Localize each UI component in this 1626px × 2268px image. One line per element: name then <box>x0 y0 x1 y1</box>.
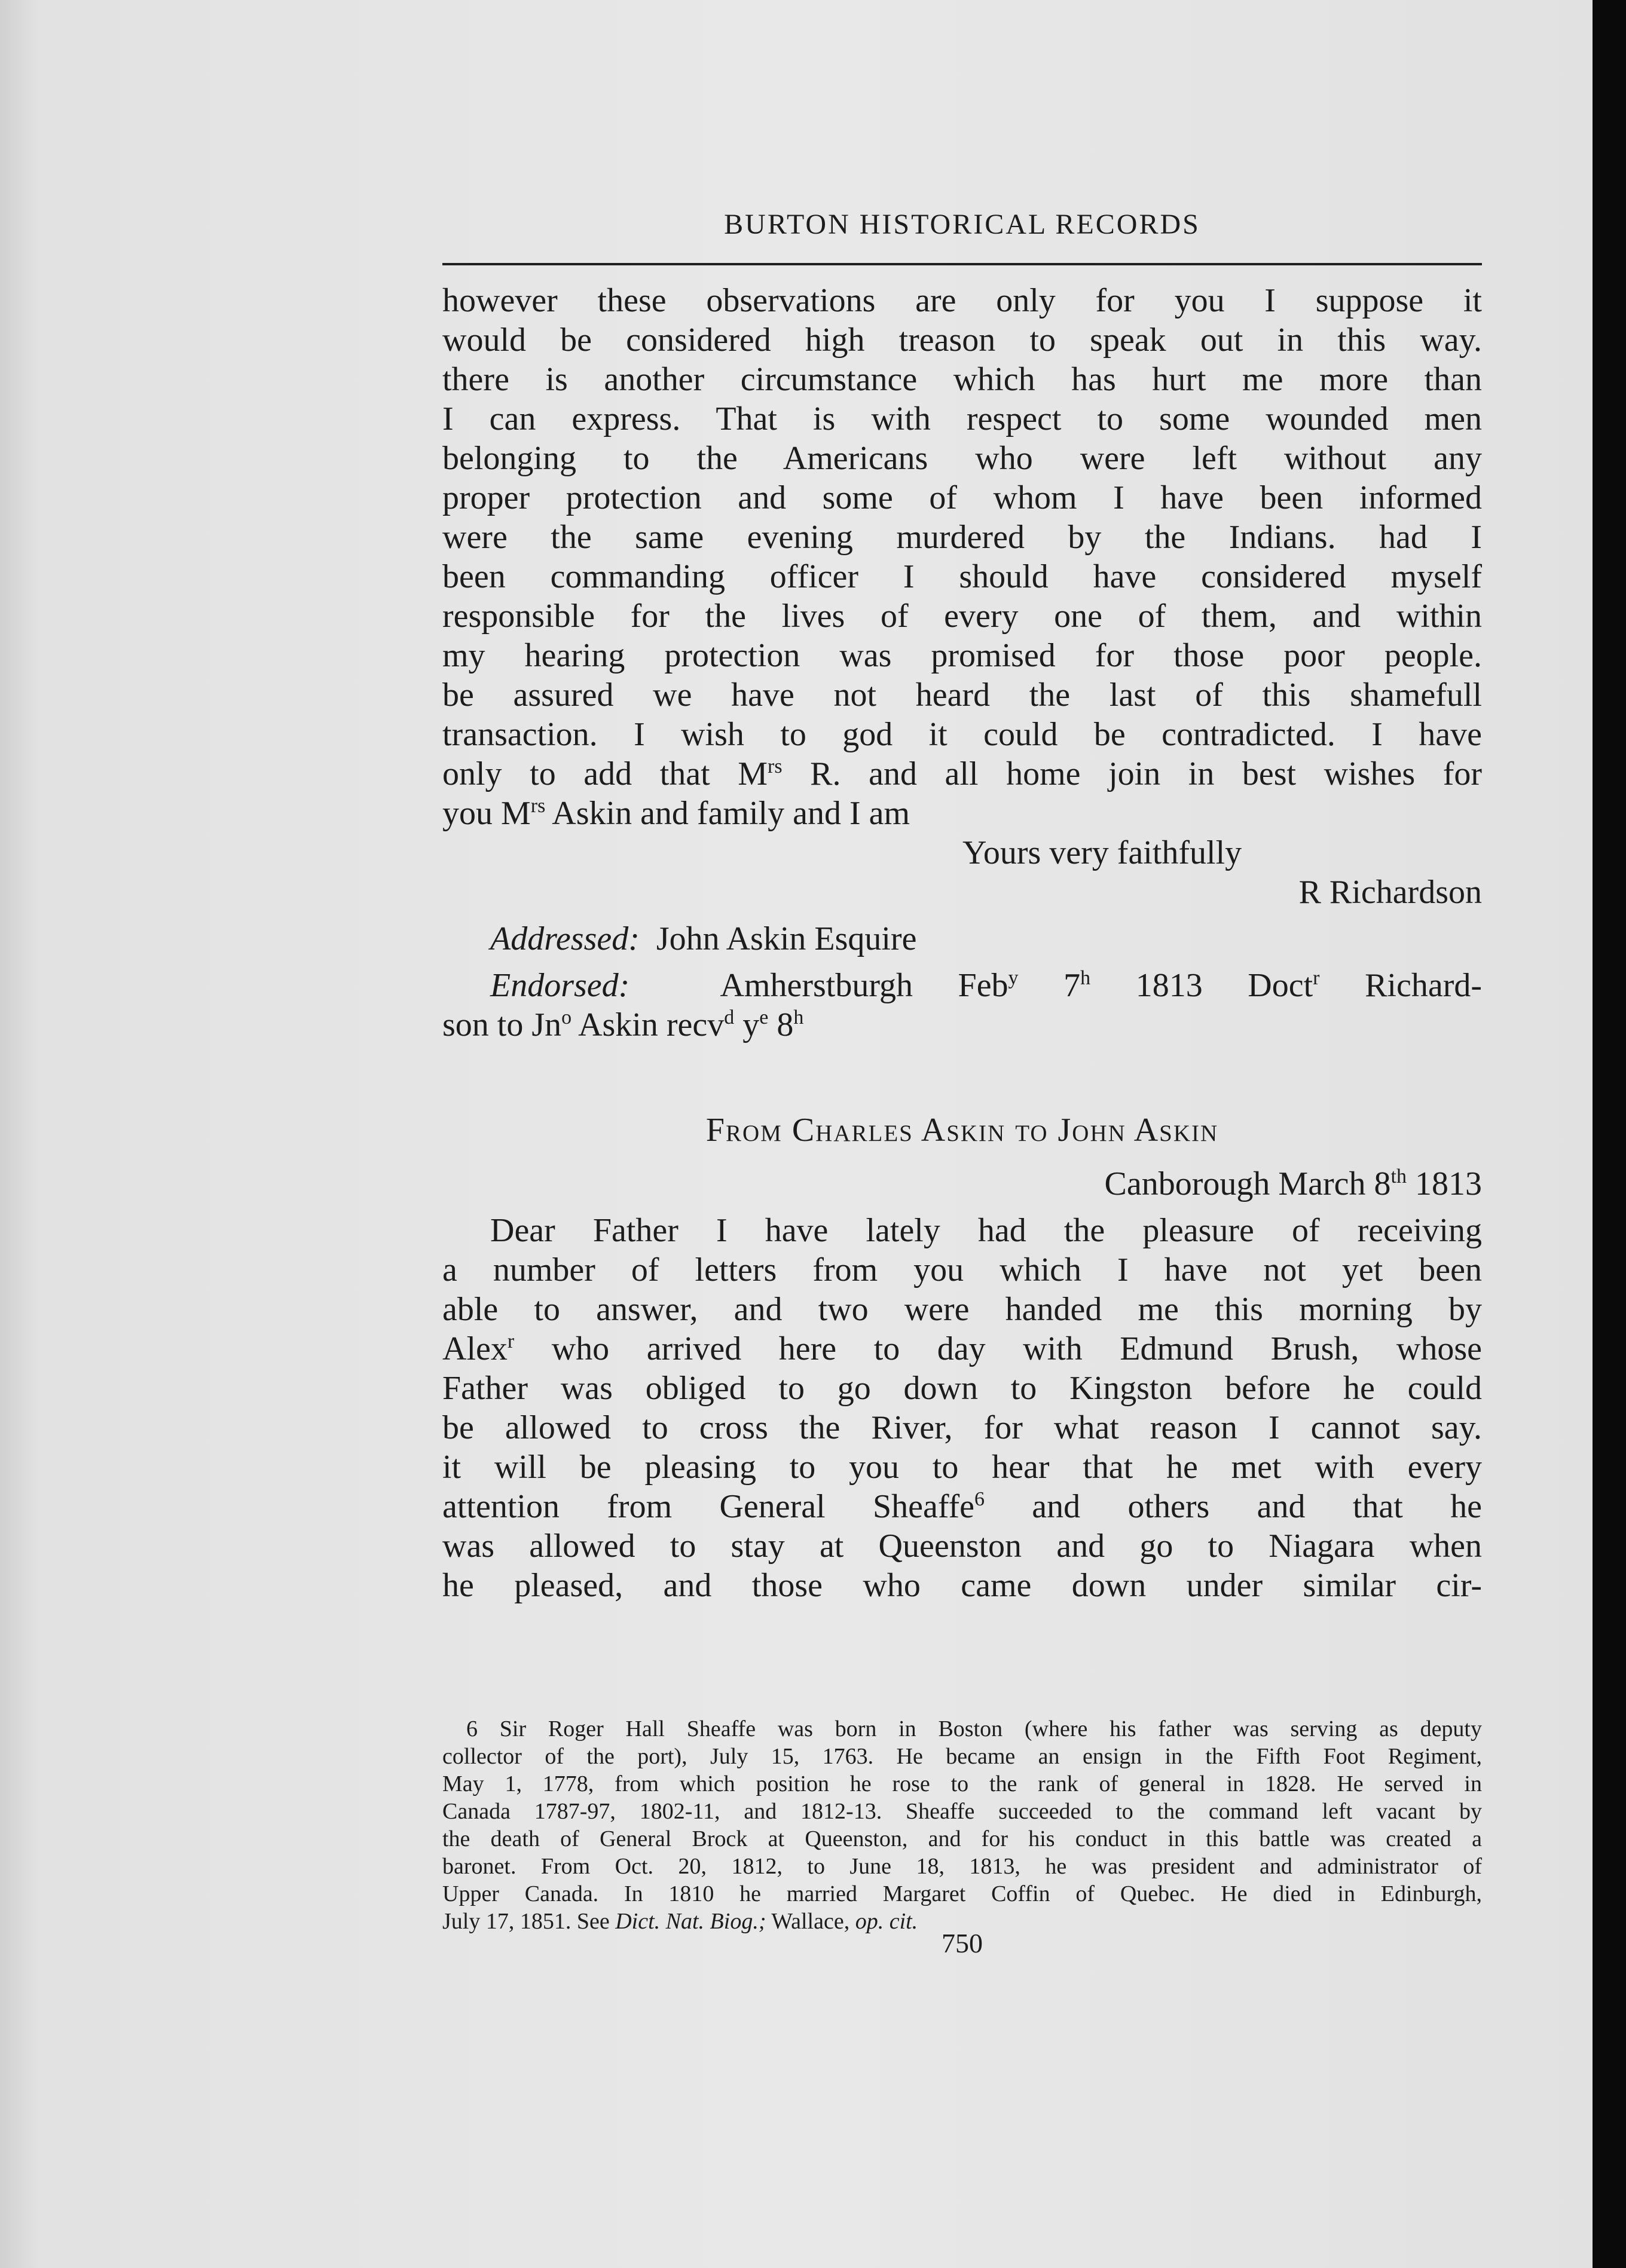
endorsed-note: Endorsed: Amherstburgh Feb$^y$ 7$^h$ 1813 Doct$^r$ Richard- <box>490 967 1483 1004</box>
running-head: BURTON HISTORICAL RECORDS <box>724 209 1200 240</box>
footnote-line: July 17, 1851. See Dict. Nat. Biog.; Wallace, op. cit. <box>442 1909 918 1934</box>
footnote-line: the death of General Brock at Queenston, and for his conduct in this battle was created a <box>442 1826 1482 1851</box>
letter-richardson-continuation <box>442 281 1482 1045</box>
text-line: was allowed to stay at Queenston and go to Niagara when <box>442 1528 1482 1565</box>
text-line: he pleased, and those who came down under similar cir- <box>442 1567 1482 1604</box>
footnote-ref: 6 <box>974 1488 985 1510</box>
text-line: however these observations are only for you I suppose it <box>442 282 1482 319</box>
text-line: it will be pleasing to you to hear that he met with every <box>442 1449 1482 1486</box>
text-line: I can express. That is with respect to some wounded men <box>442 400 1482 437</box>
text-line: responsible for the lives of every one of them, and within <box>442 598 1482 635</box>
footnote-line: 6 Sir Roger Hall Sheaffe was born in Boston (where his father was serving as deputy <box>466 1716 1482 1741</box>
text-line: proper protection and some of whom I have been informed <box>442 479 1482 516</box>
text-line: transaction. I wish to god it could be contradicted. I have <box>442 716 1482 753</box>
footnote-line: Canada 1787-97, 1802-11, and 1812-13. Sheaffe succeeded to the command left vacant by <box>442 1799 1482 1824</box>
text-line: only to add that $M^{rs}$ R. and all home join in best wishes for <box>442 755 1482 792</box>
text-line: there is another circumstance which has hurt me more than <box>442 361 1482 398</box>
addressed-note: Addressed: John Askin Esquire <box>490 920 917 957</box>
letter-charles-askin <box>442 1110 1482 1605</box>
text-line: attention from General Sheaffe$^6$ and others and that he <box>442 1488 1482 1525</box>
text-line: Dear Father I have lately had the pleasure of receiving <box>490 1212 1482 1249</box>
text-line: would be considered high treason to speak out in this way. <box>442 322 1482 359</box>
text-line: Alex$^r$ who arrived here to day with Edmund Brush, whose <box>442 1330 1482 1367</box>
text-line: Father was obliged to go down to Kingston before he could <box>442 1370 1482 1407</box>
text-line: belonging to the Americans who were left without any <box>442 440 1482 477</box>
text-line: you $M^{rs}$ Askin and family and I am <box>442 795 910 832</box>
letter-signature: R Richardson <box>1298 874 1482 911</box>
text-line: be assured we have not heard the last of this shamefull <box>442 677 1482 714</box>
footnote-line: baronet. From Oct. 20, 1812, to June 18, 1813, he was president and administrator of <box>442 1854 1482 1879</box>
text-line: been commanding officer I should have considered myself <box>442 558 1482 595</box>
text-line: be allowed to cross the River, for what reason I cannot say. <box>442 1409 1482 1446</box>
footnote-line: collector of the port), July 15, 1763. He became an ensign in the Fifth Foot Regiment, <box>442 1744 1482 1769</box>
page-number: 750 <box>942 1928 983 1958</box>
endorsed-note-continued: son to Jn$^o$ Askin recv$^d$ $y^e$ 8$^h$ <box>442 1006 804 1043</box>
letter-closing: Yours very faithfully <box>962 834 1242 871</box>
page-header <box>442 203 1482 265</box>
letter-heading: From Charles Askin to John Askin <box>705 1112 1219 1149</box>
main-text <box>442 281 1482 1605</box>
letter-dateline: Canborough March 8th 1813 <box>1104 1165 1482 1202</box>
footnote-line: Upper Canada. In 1810 he married Margaret Coffin of Quebec. He died in Edinburgh, <box>442 1881 1482 1906</box>
text-line: my hearing protection was promised for those poor people. <box>442 637 1482 674</box>
text-line: were the same evening murdered by the Indians. had I <box>442 519 1482 556</box>
text-line: a number of letters from you which I have not yet been <box>442 1251 1482 1288</box>
footnote <box>442 1715 1482 1935</box>
text-line: able to answer, and two were handed me this morning by <box>442 1291 1482 1328</box>
footnote-line: May 1, 1778, from which position he rose to the rank of general in 1828. He served in <box>442 1771 1482 1796</box>
scan-edge <box>1593 0 1626 2268</box>
